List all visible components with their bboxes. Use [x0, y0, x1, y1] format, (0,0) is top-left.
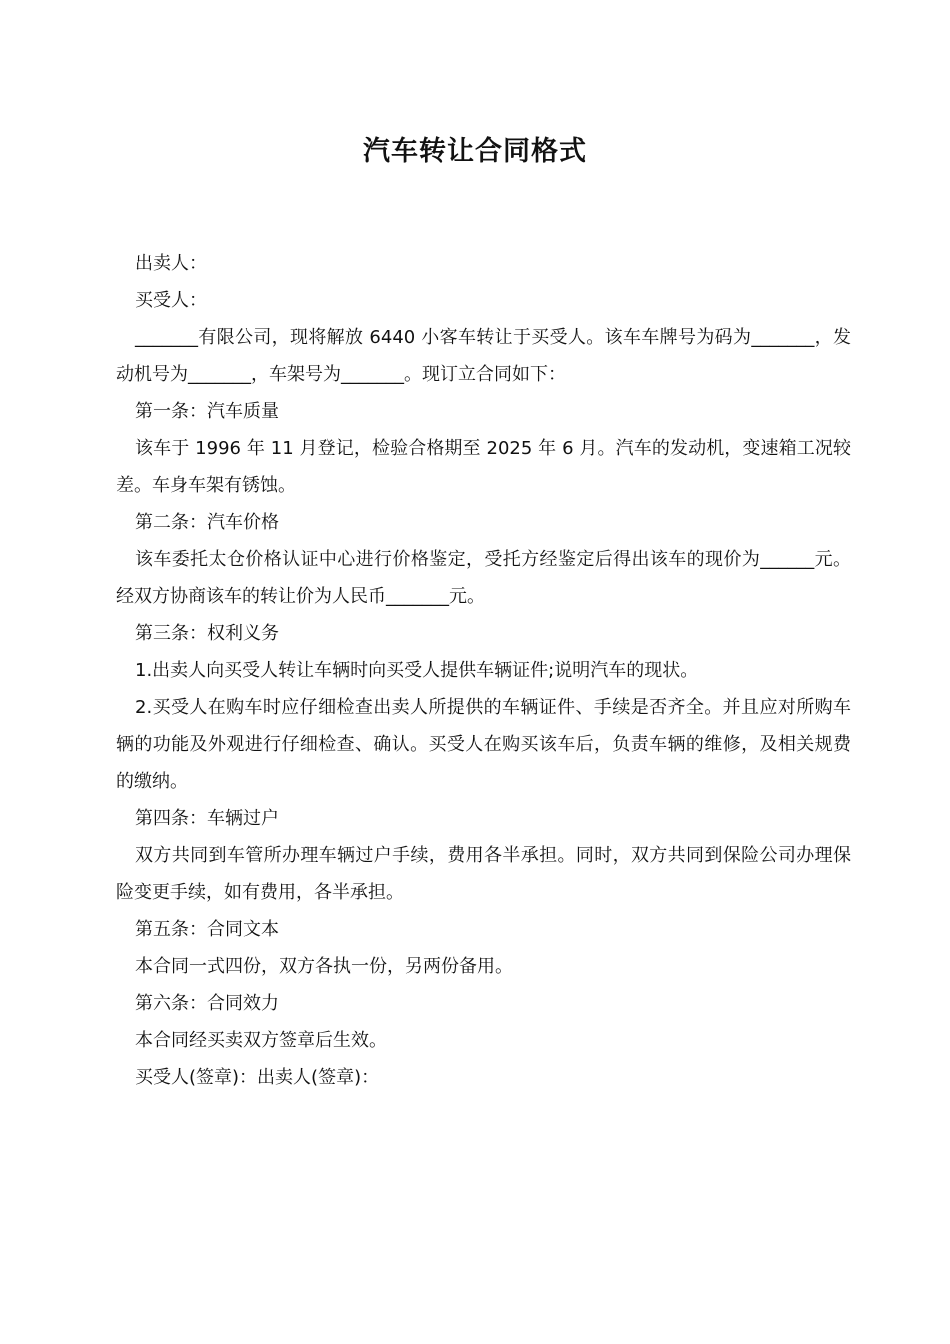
- article-6-heading: 第六条：合同效力: [135, 993, 279, 1014]
- article-1-text: 该车于 1996 年 11 月登记，检验合格期至 2025 年 6 月。汽车的发动机，变速箱工况较差。车身车架有锈蚀。: [116, 438, 851, 496]
- article-3-heading: 第三条：权利义务: [135, 623, 279, 644]
- contract-intro-paragraph: _______有限公司，现将解放 6440 小客车转让于买受人。该车车牌号为码为_______，发动机号为_______，车架号为_______。现订立合同如下：: [116, 327, 851, 385]
- article-6-text: 本合同经买卖双方签章后生效。: [135, 1030, 387, 1051]
- article-3-item-2: 2.买受人在购车时应仔细检查出卖人所提供的车辆证件、手续是否齐全。并且应对所购车辆的功能及外观进行仔细检查、确认。买受人在购买该车后，负责车辆的维修，及相关规费的缴纳。: [116, 697, 851, 792]
- article-2-text: 该车委托太仓价格认证中心进行价格鉴定，受托方经鉴定后得出该车的现价为______元。经双方协商该车的转让价为人民币_______元。: [116, 549, 851, 607]
- article-3-item-1: 1.出卖人向买受人转让车辆时向买受人提供车辆证件;说明汽车的现状。: [135, 660, 699, 681]
- article-1-heading: 第一条：汽车质量: [135, 401, 279, 422]
- article-4-heading: 第四条：车辆过户: [135, 808, 279, 829]
- signature-line: 买受人(签章)：出卖人(签章)：: [135, 1067, 380, 1088]
- buyer-line: 买受人：: [135, 290, 207, 311]
- article-5-heading: 第五条：合同文本: [135, 919, 279, 940]
- document-body: [116, 245, 851, 1096]
- article-4-text: 双方共同到车管所办理车辆过户手续，费用各半承担。同时，双方共同到保险公司办理保险变更手续，如有费用，各半承担。: [116, 845, 851, 903]
- article-2-heading: 第二条：汽车价格: [135, 512, 279, 533]
- seller-line: 出卖人：: [135, 253, 207, 274]
- article-5-text: 本合同一式四份，双方各执一份，另两份备用。: [135, 956, 513, 977]
- document-title: 汽车转让合同格式: [363, 136, 587, 167]
